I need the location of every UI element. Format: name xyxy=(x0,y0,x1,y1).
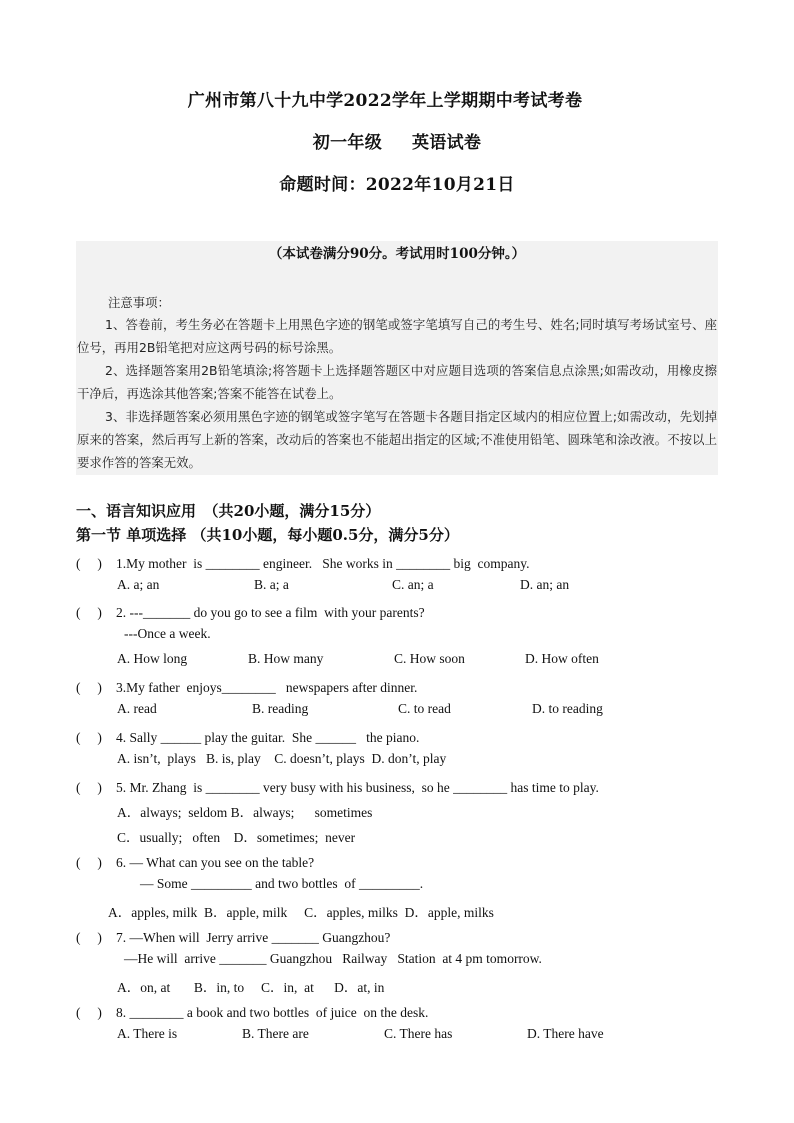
option-d: D. an; an xyxy=(520,577,570,592)
part-heading: 一、语言知识应用 （共20小题，满分15分） xyxy=(76,502,381,520)
grade-subject-line xyxy=(0,128,794,153)
option-d: D. How often xyxy=(525,651,599,666)
question-stem: 3.My father enjoys________ newspapers after dinner. xyxy=(116,680,418,695)
option-c: C. an; a xyxy=(392,577,434,592)
question-stem: 8. ________ a book and two bottles of juice on the desk. xyxy=(116,1005,429,1020)
option-b: B. a; a xyxy=(254,577,289,592)
date-line: 命题时间：2022年10月21日 xyxy=(279,175,515,195)
exam-title: 广州市第八十九中学2022学年上学期期中考试考卷 xyxy=(187,91,583,111)
answer-blank[interactable]: ( ) xyxy=(76,730,102,745)
option-b: B. How many xyxy=(248,651,324,666)
notice-item: 3、非选择题答案必须用黑色字迹的钢笔或签字笔写在答题卡各题目指定区域内的相应位置上;如需改动，先划掉原来的答案，然后再写上新的答案，改动后的答案也不能超出指定的区域;不准使用铅笔、圆珠笔和涂改液。不按以上要求作答的答案无效。 xyxy=(77,409,717,470)
section-heading: 第一节 单项选择 （共10小题，每小题0.5分，满分5分） xyxy=(76,526,459,544)
option-d: D. to reading xyxy=(532,701,603,716)
question-7 xyxy=(76,926,390,946)
notice-item: 2、选择题答案用2B铅笔填涂;将答题卡上选择题答题区中对应题目选项的答案信息点涂黑;如需改动，用橡皮擦干净后，再选涂其他答案;答案不能答在试卷上。 xyxy=(77,363,717,401)
option-a: A. read xyxy=(117,701,157,716)
grade-label: 初一年级 xyxy=(312,133,382,153)
question-stem: 6. — What can you see on the table? xyxy=(116,855,315,870)
question-8 xyxy=(76,1001,428,1021)
question-stem: 5. Mr. Zhang is ________ very busy with his business, so he ________ has time to play. xyxy=(116,780,599,795)
question-1 xyxy=(76,552,529,572)
options-row: A．always; seldom B．always; sometimes xyxy=(117,805,373,820)
score-line: （本试卷满分90分。考试用时100分钟。） xyxy=(268,246,526,262)
question-4 xyxy=(76,726,419,746)
answer-blank[interactable]: ( ) xyxy=(76,780,102,795)
question-stem: 7. —When will Jerry arrive _______ Guangzhou? xyxy=(116,930,391,945)
question-3 xyxy=(76,676,417,696)
options-row: A. isn’t, plays B. is, play C. doesn’t, plays D. don’t, play xyxy=(117,751,447,766)
notice-heading: 注意事项： xyxy=(108,295,170,310)
answer-blank[interactable]: ( ) xyxy=(76,680,102,695)
dialogue-reply: — Some _________ and two bottles of _________. xyxy=(140,876,424,891)
answer-blank[interactable]: ( ) xyxy=(76,930,102,945)
answer-blank[interactable]: ( ) xyxy=(76,605,102,620)
option-c: C. How soon xyxy=(394,651,465,666)
question-2 xyxy=(76,601,425,621)
notice-box xyxy=(76,241,718,475)
option-b: B. reading xyxy=(252,701,309,716)
options-row: C．usually; often D．sometimes; never xyxy=(117,830,356,845)
question-5 xyxy=(76,776,599,796)
answer-blank[interactable]: ( ) xyxy=(76,1005,102,1020)
answer-blank[interactable]: ( ) xyxy=(76,556,102,571)
question-stem: 4. Sally ______ play the guitar. She ______ the piano. xyxy=(116,730,420,745)
options-row: A．on, at B．in, to C．in, at D．at, in xyxy=(117,980,385,995)
dialogue-reply: —He will arrive _______ Guangzhou Railway Station at 4 pm tomorrow. xyxy=(124,951,542,966)
question-stem: 2. ---_______ do you go to see a film with your parents? xyxy=(116,605,425,620)
question-stem: 1.My mother is ________ engineer. She works in ________ big company. xyxy=(116,556,530,571)
option-a: A. There is xyxy=(117,1026,178,1041)
notice-item: 1、答卷前，考生务必在答题卡上用黑色字迹的钢笔或签字笔填写自己的考生号、姓名;同时填写考场试室号、座位号，再用2B铅笔把对应这两号码的标号涂黑。 xyxy=(77,317,717,355)
option-c: C. to read xyxy=(398,701,451,716)
option-b: B. There are xyxy=(242,1026,309,1041)
subject-label: 英语试卷 xyxy=(412,133,482,153)
question-6 xyxy=(76,851,314,871)
answer-blank[interactable]: ( ) xyxy=(76,855,102,870)
options-row: A．apples, milk B．apple, milk C．apples, milks D．apple, milks xyxy=(108,905,494,920)
option-c: C. There has xyxy=(384,1026,453,1041)
option-d: D. There have xyxy=(527,1026,604,1041)
option-a: A. How long xyxy=(117,651,188,666)
dialogue-reply: ---Once a week. xyxy=(124,626,211,641)
notice-items xyxy=(76,313,718,474)
option-a: A. a; an xyxy=(117,577,160,592)
